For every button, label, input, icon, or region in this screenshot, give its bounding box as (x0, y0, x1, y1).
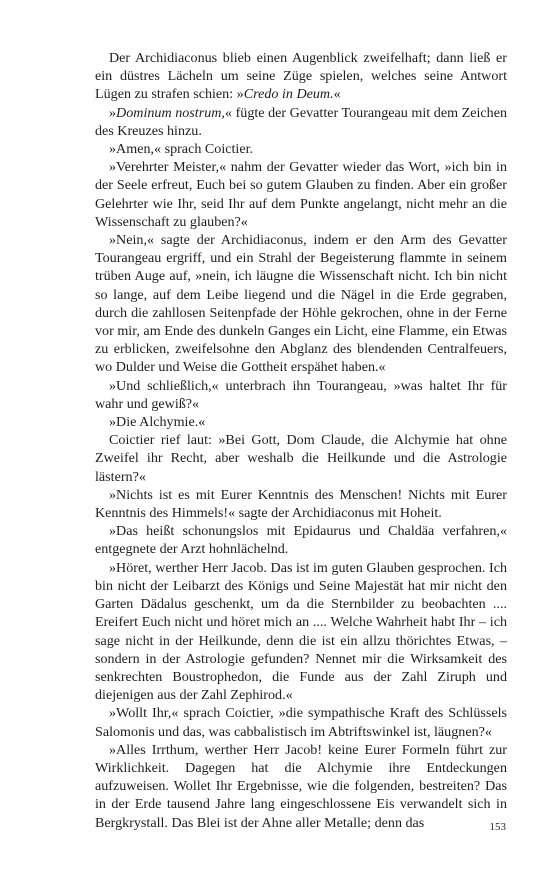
paragraph: »Die Alchymie.« (109, 414, 206, 431)
paragraph: »Verehrter Meister,« nahm der Gevatter wieder das Wort, »ich bin in der Seele erfreut, Euch bei so gutem Glauben zu finden. Aber ein großer Gelehrter wie Ihr, seid Ihr auf dem Punkte angelangt, nicht mehr an die Wissenschaft zu glauben?« (95, 159, 507, 230)
paragraph: »Nein,« sagte der Archidiaconus, indem er den Arm des Gevatter Tourangeau ergriff, und ein Strahl der Begeisterung flammte in seinem trüben Auge auf, »nein, ich läugne die Wissenschaft nicht. Ich bin nicht so lange, auf dem Leibe liegend und die Nägel in die Erde gegraben, durch die zahllosen Seitenpfade der Höhle gekrochen, ohne in der Ferne vor mir, am Ende des dunkeln Ganges ein Licht, eine Flamme, ein Etwas zu erblicken, zweifelsohne den Abglanz des blendenden Centralfeuers, wo Dulder und Weise die Gottheit erspähet haben.« (95, 232, 507, 376)
paragraph: »Alles Irrthum, werther Herr Jacob! keine Eurer Formeln führt zur Wirklichkeit. Dagegen hat die Alchymie ihre Entdeckungen aufzuweisen. Wollet Ihr Ergebnisse, wie die folgenden, bestreiten? Das in der Erde tausend Jahre lang eingeschlossene Eis verwandelt sich in Bergkrystall. Das Blei ist der Ahne aller Metalle; denn das (95, 741, 507, 831)
italic-phrase: Dominum nostrum, (116, 104, 225, 121)
paragraph: »Nichts ist es mit Eurer Kenntnis des Menschen! Nichts mit Eurer Kenntnis des Himmels!« sagte der Archidiaconus mit Hoheit. (95, 486, 507, 522)
paragraph (95, 49, 507, 104)
paragraph: »Wollt Ihr,« sprach Coictier, »die sympathische Kraft des Schlüssels Salomonis und das, was cabbalistisch im Abtriftswinkel ist, läugnen?« (95, 705, 507, 740)
paragraph-text: « (333, 86, 341, 103)
paragraph: »Amen,« sprach Coictier. (109, 141, 254, 158)
paragraph: »Höret, werther Herr Jacob. Das ist im guten Glauben gesprochen. Ich bin nicht der Leibarzt des Königs und Seine Majestät hat mir nicht den Garten Dädalus geschenkt, um da die Sternbilder zu beobachten .... Ereifert Euch nicht und höret mich an .... Welche Wahrheit habt Ihr – ich sage nicht in der Heilkunde, denn die ist ein allzu thörichtes Etwas, – sondern in der Astrologie gefunden? Nennet mir die Wirksamkeit des senkrechten Boustrophedon, die Funde aus der Zahl Ziruph und diejenigen aus der Zahl Zephirod.« (95, 559, 507, 704)
paragraph (95, 104, 507, 140)
paragraph-text: « fügte der Gevatter Tourangeau mit dem Zeichen des Kreuzes hinzu. (95, 104, 507, 139)
paragraph: »Das heißt schonungslos mit Epidaurus und Chaldäa verfahren,« entgegnete der Arzt hohnlächelnd. (95, 523, 507, 558)
paragraph-text: Der Archidiaconus blieb einen Augenblick zweifelhaft; dann ließ er ein düstres Lächeln um seine Züge spielen, welches seine Antwort Lügen zu strafen schien: » (95, 50, 507, 103)
page-number: 153 (489, 821, 506, 833)
italic-phrase: Credo in Deum. (243, 86, 334, 103)
paragraph-text: » (109, 104, 117, 121)
paragraph: Coictier rief laut: »Bei Gott, Dom Claude, die Alchymie hat ohne Zweifel ihr Recht, aber weshalb die Heilkunde und die Astrologie lästern?« (95, 432, 507, 485)
body-text (95, 49, 507, 832)
paragraph: »Und schließlich,« unterbrach ihn Tourangeau, »was haltet Ihr für wahr und gewiß?« (95, 377, 507, 412)
